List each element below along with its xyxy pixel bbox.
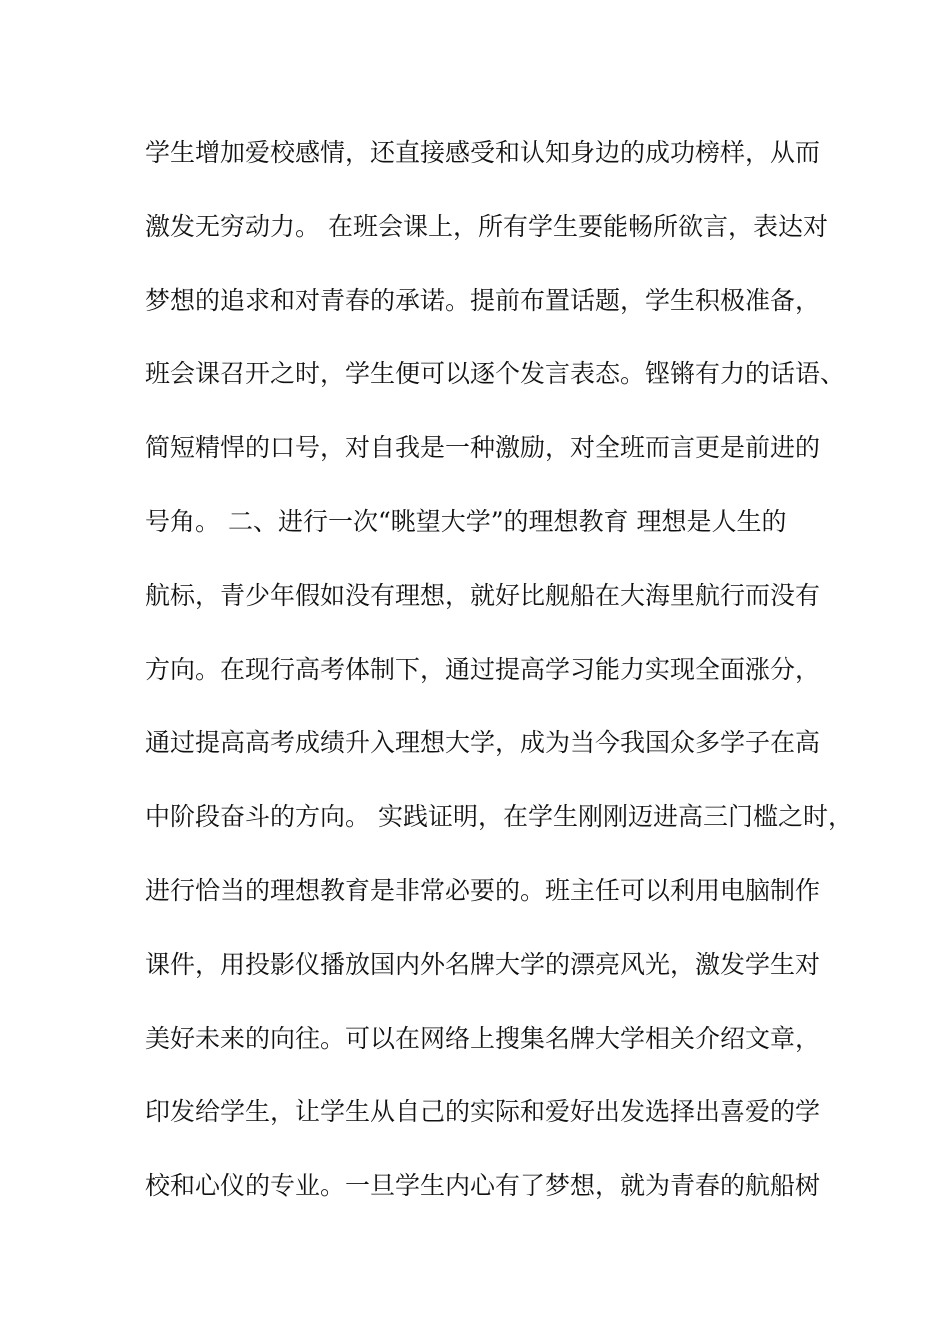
text-line: 进行恰当的理想教育是非常必要的。班主任可以利用电脑制作 — [145, 875, 821, 905]
text-line: 班会课召开之时，学生便可以逐个发言表态。铿锵有力的话语、 — [145, 359, 846, 389]
text-line: 中阶段奋斗的方向。 实践证明，在学生刚刚迈进高三门槛之时， — [145, 802, 853, 832]
text-line: 航标，青少年假如没有理想，就好比舰船在大海里航行而没有 — [145, 580, 821, 610]
text-line: 号角。 二、进行一次“眺望大学”的理想教育 理想是人生的 — [145, 506, 787, 536]
text-line: 校和心仪的专业。一旦学生内心有了梦想，就为青春的航船树 — [145, 1171, 821, 1201]
body-text — [145, 132, 853, 1239]
text-line: 通过提高高考成绩升入理想大学，成为当今我国众多学子在高 — [145, 728, 821, 758]
text-line: 印发给学生，让学生从自己的实际和爱好出发选择出喜爱的学 — [145, 1097, 821, 1127]
text-line: 美好未来的向往。可以在网络上搜集名牌大学相关介绍文章， — [145, 1023, 821, 1053]
text-line: 学生增加爱校感情，还直接感受和认知身边的成功榜样，从而 — [145, 138, 821, 167]
text-line: 激发无穷动力。 在班会课上，所有学生要能畅所欲言，表达对 — [145, 211, 828, 241]
text-line: 方向。在现行高考体制下，通过提高学习能力实现全面涨分， — [145, 654, 821, 684]
text-line: 课件，用投影仪播放国内外名牌大学的漂亮风光，激发学生对 — [145, 949, 821, 979]
text-line: 梦想的追求和对青春的承诺。提前布置话题，学生积极准备， — [145, 285, 821, 315]
text-line: 简短精悍的口号，对自我是一种激励，对全班而言更是前进的 — [145, 433, 821, 463]
